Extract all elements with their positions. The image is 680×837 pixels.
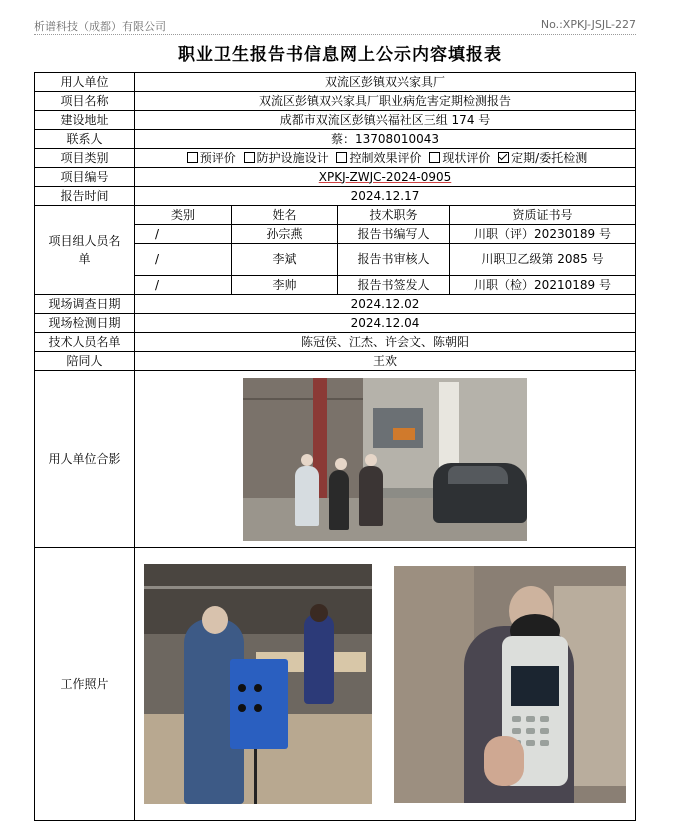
member-name: 李帅 bbox=[232, 276, 338, 295]
row-project-no bbox=[35, 168, 636, 187]
companion-label: 陪同人 bbox=[35, 352, 135, 371]
category-options bbox=[135, 149, 636, 168]
technicians-value: 陈冠侯、江杰、许会文、陈朝阳 bbox=[135, 333, 636, 352]
category-label: 项目类别 bbox=[35, 149, 135, 168]
work-photos-label: 工作照片 bbox=[35, 548, 135, 821]
contact-label: 联系人 bbox=[35, 130, 135, 149]
header-divider bbox=[34, 34, 636, 35]
report-time-value: 2024.12.17 bbox=[135, 187, 636, 206]
group-photo-label: 用人单位合影 bbox=[35, 371, 135, 548]
report-time-label: 报告时间 bbox=[35, 187, 135, 206]
employer-value: 双流区彭镇双兴家具厂 bbox=[135, 73, 636, 92]
option-status-assessment: 现状评价 bbox=[442, 150, 491, 165]
option-periodic-test: 定期/委托检测 bbox=[511, 150, 588, 165]
row-test-date bbox=[35, 314, 636, 333]
document-number: No.:XPKJ-JSJL-227 bbox=[540, 18, 636, 31]
checkbox-periodic-test[interactable] bbox=[498, 152, 509, 163]
team-col-category: 类别 bbox=[135, 206, 232, 225]
member-duty: 报告书编写人 bbox=[338, 225, 450, 244]
survey-date-label: 现场调查日期 bbox=[35, 295, 135, 314]
team-col-name: 姓名 bbox=[232, 206, 338, 225]
page-header bbox=[34, 14, 636, 34]
row-companion bbox=[35, 352, 636, 371]
address-label: 建设地址 bbox=[35, 111, 135, 130]
survey-date-value: 2024.12.02 bbox=[135, 295, 636, 314]
checkbox-status-assessment[interactable] bbox=[429, 152, 440, 163]
row-survey-date bbox=[35, 295, 636, 314]
technicians-label: 技术人员名单 bbox=[35, 333, 135, 352]
companion-value: 王欢 bbox=[135, 352, 636, 371]
work-photo-sound-meter bbox=[394, 566, 626, 803]
test-date-value: 2024.12.04 bbox=[135, 314, 636, 333]
team-header-row bbox=[35, 206, 636, 225]
group-photo bbox=[243, 378, 527, 541]
row-technicians bbox=[35, 333, 636, 352]
company-name: 析谱科技（成都）有限公司 bbox=[34, 20, 166, 33]
team-col-cert: 资质证书号 bbox=[450, 206, 636, 225]
page-title: 职业卫生报告书信息网上公示内容填报表 bbox=[178, 45, 502, 65]
option-control-effect: 控制效果评价 bbox=[349, 150, 422, 165]
row-group-photo bbox=[35, 371, 636, 548]
team-label: 项目组人员名单 bbox=[35, 206, 135, 295]
project-name-label: 项目名称 bbox=[35, 92, 135, 111]
project-no-value: XPKJ-ZWJC-2024-0905 bbox=[318, 169, 452, 184]
member-cert: 川职（检）20210189 号 bbox=[450, 276, 636, 295]
row-category bbox=[35, 149, 636, 168]
member-duty: 报告书签发人 bbox=[338, 276, 450, 295]
member-name: 孙宗燕 bbox=[232, 225, 338, 244]
member-name: 李斌 bbox=[232, 244, 338, 276]
row-report-time bbox=[35, 187, 636, 206]
member-cert: 川职（评）20230189 号 bbox=[450, 225, 636, 244]
row-contact bbox=[35, 130, 636, 149]
member-category: / bbox=[135, 276, 232, 295]
checkbox-control-effect[interactable] bbox=[336, 152, 347, 163]
employer-label: 用人单位 bbox=[35, 73, 135, 92]
row-employer bbox=[35, 73, 636, 92]
project-no-label: 项目编号 bbox=[35, 168, 135, 187]
member-category: / bbox=[135, 225, 232, 244]
row-project-name bbox=[35, 92, 636, 111]
checkbox-pre-assessment[interactable] bbox=[187, 152, 198, 163]
project-name-value: 双流区彭镇双兴家具厂职业病危害定期检测报告 bbox=[135, 92, 636, 111]
member-duty: 报告书审核人 bbox=[338, 244, 450, 276]
test-date-label: 现场检测日期 bbox=[35, 314, 135, 333]
row-work-photos bbox=[35, 548, 636, 821]
member-category: / bbox=[135, 244, 232, 276]
option-pre-assessment: 预评价 bbox=[199, 150, 236, 165]
work-photo-sampling bbox=[144, 564, 372, 804]
checkbox-protection-design[interactable] bbox=[244, 152, 255, 163]
disclosure-form-table bbox=[34, 72, 636, 821]
row-address bbox=[35, 111, 636, 130]
option-protection-design: 防护设施设计 bbox=[256, 150, 329, 165]
contact-value: 蔡：13708010043 bbox=[135, 130, 636, 149]
team-col-duty: 技术职务 bbox=[338, 206, 450, 225]
member-cert: 川职卫乙级第 2085 号 bbox=[450, 244, 636, 276]
address-value: 成都市双流区彭镇兴福社区三组 174 号 bbox=[135, 111, 636, 130]
